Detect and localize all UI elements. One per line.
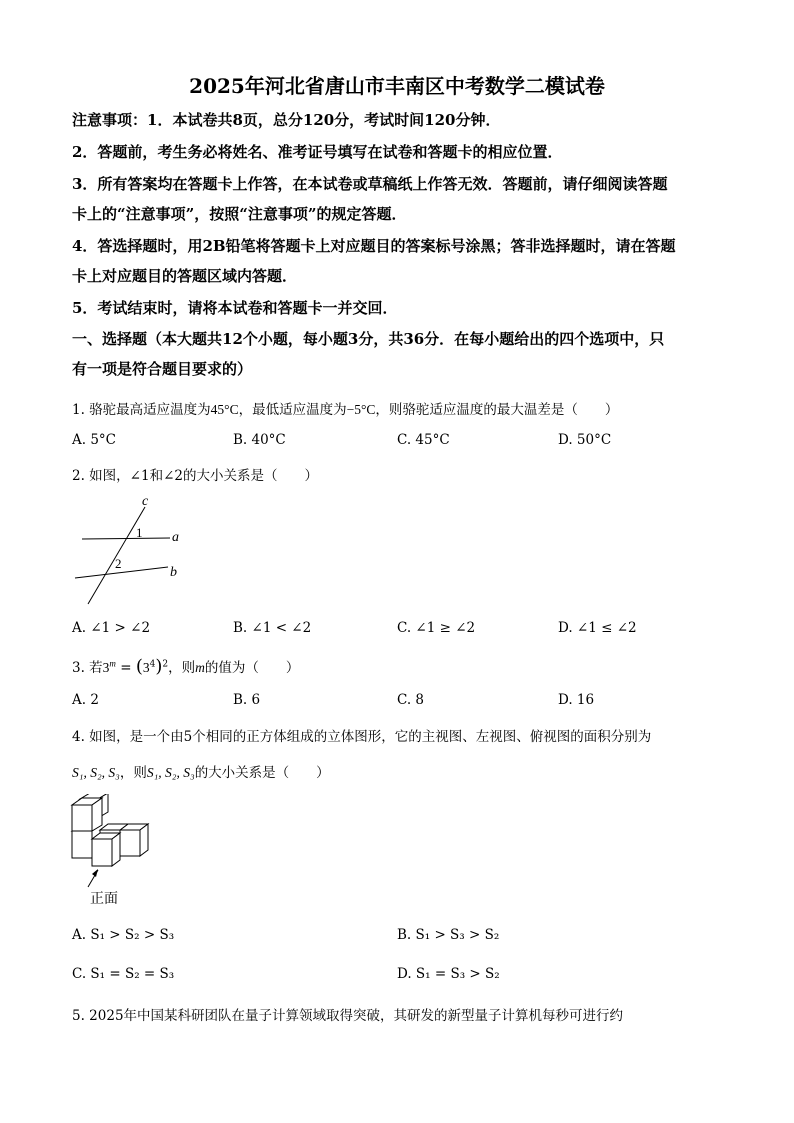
q2-option-d[interactable]: D. ∠1 ≤ ∠2 <box>558 620 637 636</box>
q1-option-a[interactable]: A. 5°C <box>72 432 117 448</box>
q1-option-c[interactable]: C. 45°C <box>397 432 450 448</box>
section-heading: 一、选择题（本大题共12个小题，每小题3分，共36分．在每小题给出的四个选项中，只 <box>72 330 665 348</box>
note-line-5: 5．考试结束时，请将本试卷和答题卡一并交回． <box>72 299 398 317</box>
q3-option-d[interactable]: D. 16 <box>558 692 595 708</box>
question-3-stem: 3. 若$3^m = (3^4)^2$，则m的值为（ ） <box>72 656 300 677</box>
note-line-4: 4．答选择题时，用2B铅笔将答题卡上对应题目的答案标号涂黑；答非选择题时，请在答题 <box>72 237 676 255</box>
q2-option-b[interactable]: B. ∠1 < ∠2 <box>233 620 312 636</box>
q2-option-c[interactable]: C. ∠1 ≥ ∠2 <box>397 620 476 636</box>
question-5-stem: 5. 2025年中国某科研团队在量子计算领域取得突破，其研发的新型量子计算机每秒可进行约 <box>72 1008 624 1024</box>
q3-option-b[interactable]: B. 6 <box>233 692 261 708</box>
section-heading-cont: 有一项是符合题目要求的） <box>72 360 253 378</box>
question-1-stem: 1. 骆驼最高适应温度为45°C，最低适应温度为−5°C，则骆驼适应温度的最大温差是（ ） <box>72 402 619 418</box>
question-2-stem: 2. 如图，∠1和∠2的大小关系是（ ） <box>72 468 318 484</box>
line-b <box>75 567 168 578</box>
page-title: 2025年河北省唐山市丰南区中考数学二模试卷 <box>189 74 605 98</box>
note-line-3b: 卡上的“注意事项”，按照“注意事项”的规定答题． <box>72 205 407 223</box>
q3-option-c[interactable]: C. 8 <box>397 692 425 708</box>
q1-option-b[interactable]: B. 40°C <box>233 432 286 448</box>
q2-figure <box>70 492 200 610</box>
q4-option-c[interactable]: C. S₁ = S₂ = S₃ <box>72 966 175 982</box>
label-b: b <box>170 565 177 580</box>
note-line-3: 3．所有答案均在答题卡上作答，在本试卷或草稿纸上作答无效．答题前，请仔细阅读答题 <box>72 175 668 193</box>
label-c: c <box>142 494 149 509</box>
angle-2-label: 2 <box>115 556 122 571</box>
q4-option-d[interactable]: D. S₁ = S₃ > S₂ <box>397 966 500 982</box>
label-a: a <box>172 530 179 545</box>
q4-option-b[interactable]: B. S₁ > S₃ > S₂ <box>397 927 500 943</box>
line-a <box>82 538 170 539</box>
note-line-2: 2．答题前，考生务必将姓名、准考证号填写在试卷和答题卡的相应位置． <box>72 143 563 161</box>
q2-option-a[interactable]: A. ∠1 > ∠2 <box>72 620 151 636</box>
q4-cube-figure <box>70 794 170 910</box>
question-4-stem: 4. 如图，是一个由5个相同的正方体组成的立体图形，它的主视图、左视图、俯视图的面积分别为 <box>72 729 652 745</box>
front-view-label: 正面 <box>90 891 118 907</box>
question-4-stem-cont: S₁, S₂, S₃，则S₁, S₂, S₃的大小关系是（ ） <box>72 765 330 781</box>
q3-option-a[interactable]: A. 2 <box>72 692 99 708</box>
note-line-1: 注意事项：1．本试卷共8页，总分120分，考试时间120分钟． <box>72 111 501 129</box>
note-line-4b: 卡上对应题目的答题区域内答题． <box>72 267 298 285</box>
angle-1-label: 1 <box>136 525 143 540</box>
q4-option-a[interactable]: A. S₁ > S₂ > S₃ <box>72 927 175 943</box>
q1-option-d[interactable]: D. 50°C <box>558 432 612 448</box>
front-arrow-head <box>92 869 98 877</box>
